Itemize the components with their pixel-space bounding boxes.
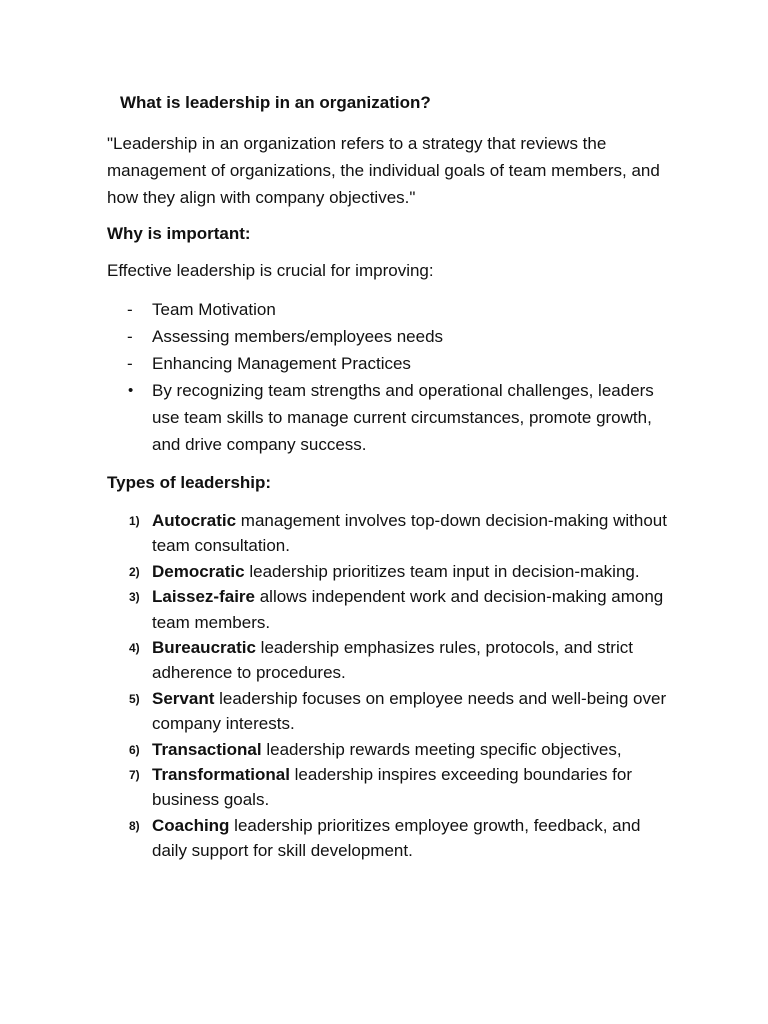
leadership-type-item	[107, 584, 667, 635]
list-item-text: Enhancing Management Practices	[152, 354, 411, 373]
leadership-types-list	[107, 508, 667, 864]
list-item	[107, 323, 667, 350]
definition-paragraph: "Leadership in an organization refers to a strategy that reviews the management of organizations, the individual goals of team members, and how they align with company objectives."	[107, 134, 660, 207]
leadership-type-term: Servant	[152, 688, 215, 708]
section-heading: What is leadership in an organization?	[120, 93, 431, 112]
bullet-marker: •	[128, 382, 134, 399]
leadership-type-term: Laissez-faire	[152, 587, 255, 607]
list-item-text: Assessing members/employees needs	[152, 327, 444, 346]
importance-list	[107, 296, 667, 458]
leadership-type-term: Coaching	[152, 815, 230, 835]
intro-paragraph: Effective leadership is crucial for improving:	[107, 261, 434, 280]
list-item-text: Team Motivation	[152, 300, 276, 319]
leadership-type-term: Transactional	[152, 739, 262, 759]
item-number: 5)	[129, 691, 140, 706]
item-number: 6)	[129, 742, 140, 757]
leadership-type-item	[107, 737, 667, 762]
list-item	[107, 296, 667, 323]
item-number: 7)	[129, 768, 140, 783]
list-item-text: By recognizing team strengths and operational challenges, leaders use team skills to manage current circumstances, promote growth, and drive company success.	[152, 381, 654, 454]
item-number: 3)	[129, 590, 140, 605]
types-heading: Types of leadership:	[107, 473, 272, 492]
leadership-type-item	[107, 559, 667, 584]
list-item	[107, 377, 667, 458]
leadership-type-term: Autocratic	[152, 511, 237, 530]
leadership-type-item	[107, 635, 667, 686]
leadership-type-item	[107, 813, 667, 864]
leadership-type-description: leadership focuses on employee needs and well-being over company interests.	[152, 688, 667, 734]
dash-marker: -	[127, 354, 133, 373]
leadership-type-term: Transformational	[152, 765, 290, 785]
leadership-type-term: Democratic	[152, 561, 245, 581]
item-number: 8)	[129, 818, 140, 833]
leadership-type-description: allows independent work and decision-making among team members.	[152, 587, 664, 632]
leadership-type-item	[107, 508, 667, 559]
item-number: 1)	[129, 514, 140, 528]
leadership-type-term: Bureaucratic	[152, 638, 256, 658]
list-item	[107, 350, 667, 377]
leadership-type-description: management involves top-down decision-making without team consultation.	[152, 511, 667, 556]
item-number: 4)	[129, 641, 140, 656]
leadership-type-description: leadership prioritizes team input in decision-making.	[244, 561, 640, 581]
dash-marker: -	[127, 327, 133, 346]
dash-marker: -	[127, 300, 133, 319]
item-number: 2)	[129, 564, 140, 579]
leadership-type-description: leadership rewards meeting specific objectives,	[261, 739, 622, 759]
leadership-type-description: leadership emphasizes rules, protocols, and strict adherence to procedures.	[152, 638, 633, 683]
leadership-type-item	[107, 686, 667, 737]
leadership-type-description: leadership prioritizes employee growth, feedback, and daily support for skill development.	[152, 815, 641, 861]
why-important-heading: Why is important:	[107, 224, 251, 243]
leadership-type-description: leadership inspires exceeding boundaries for business goals.	[152, 765, 633, 810]
leadership-type-item	[107, 762, 667, 813]
